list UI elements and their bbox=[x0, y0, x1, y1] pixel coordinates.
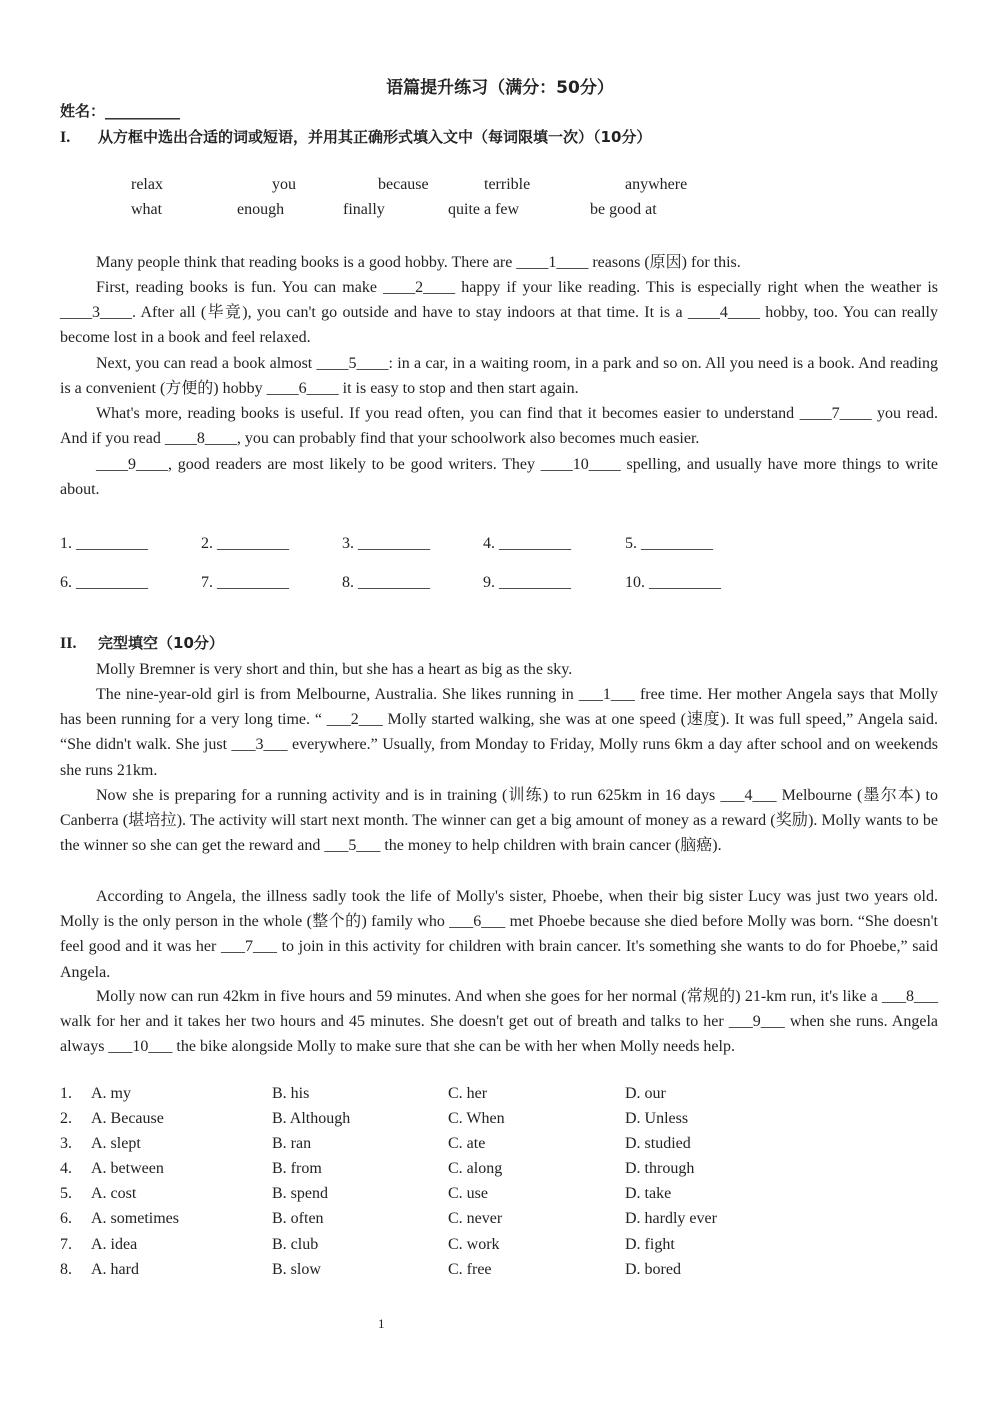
option-d[interactable]: D. through bbox=[625, 1160, 695, 1177]
option-d[interactable]: D. fight bbox=[625, 1236, 675, 1253]
option-c[interactable]: C. work bbox=[448, 1236, 500, 1253]
option-b[interactable]: B. spend bbox=[272, 1185, 328, 1202]
option-b[interactable]: B. Although bbox=[272, 1110, 351, 1127]
answer-blank[interactable]: 2. _________ bbox=[201, 535, 289, 552]
question-number: 3. bbox=[60, 1135, 72, 1152]
option-b[interactable]: B. club bbox=[272, 1236, 319, 1253]
option-a[interactable]: A. hard bbox=[91, 1261, 139, 1278]
section-2-heading bbox=[60, 632, 224, 653]
question-number: 8. bbox=[60, 1261, 72, 1278]
answer-blank[interactable]: 9. _________ bbox=[483, 574, 571, 591]
option-b[interactable]: B. slow bbox=[272, 1261, 321, 1278]
option-a[interactable]: A. my bbox=[91, 1085, 131, 1102]
answer-blank[interactable]: 7. _________ bbox=[201, 574, 289, 591]
option-a[interactable]: A. slept bbox=[91, 1135, 141, 1152]
option-a[interactable]: A. idea bbox=[91, 1236, 138, 1253]
answer-blank[interactable]: 1. _________ bbox=[60, 535, 148, 552]
answer-blank[interactable]: 6. _________ bbox=[60, 574, 148, 591]
option-a[interactable]: A. Because bbox=[91, 1110, 164, 1127]
passage-2-paragraph: Molly now can run 42km in five hours and 59 minutes. And when she goes for her normal (常规的) 21-km run, it's like a ___8___ walk for her and it takes her two hours and 45 minutes. She doesn't get out of breath and talks to her ___9___ when she runs. Angela always ___10___ the bike alongside Molly to make sure that she can be with her when Molly needs help. bbox=[60, 988, 938, 1056]
option-d[interactable]: D. take bbox=[625, 1185, 672, 1202]
passage-1-paragraph: First, reading books is fun. You can make ____2____ happy if your like reading. This is especially right when the weather is ____3____. After all (毕竟), you can't go outside and have to stay indoors at that time. It is a ____4____ hobby, too. You can really become lost in a book and feel relaxed. bbox=[60, 279, 938, 347]
answer-blank[interactable]: 5. _________ bbox=[625, 535, 713, 552]
option-a[interactable]: A. between bbox=[91, 1160, 164, 1177]
question-number: 4. bbox=[60, 1160, 72, 1177]
question-number: 5. bbox=[60, 1185, 72, 1202]
answer-blank[interactable]: 3. _________ bbox=[342, 535, 430, 552]
passage-1-paragraph: Next, you can read a book almost ____5____: in a car, in a waiting room, in a park and so on. All you need is a book. And reading is a convenient (方便的) hobby ____6____ it is easy to stop and then start again. bbox=[60, 355, 938, 398]
option-c[interactable]: C. free bbox=[448, 1261, 492, 1278]
word-box-item: enough bbox=[237, 201, 285, 218]
option-a[interactable]: A. sometimes bbox=[91, 1210, 179, 1227]
option-d[interactable]: D. bored bbox=[625, 1261, 681, 1278]
section-1-instruction: 从方框中选出合适的词或短语，并用其正确形式填入文中（每词限填一次）（10分） bbox=[98, 128, 652, 146]
question-options-row bbox=[60, 1210, 960, 1235]
question-options-row bbox=[60, 1135, 960, 1160]
option-d[interactable]: D. Unless bbox=[625, 1110, 689, 1127]
page-number: 1 bbox=[378, 1316, 385, 1331]
word-box-item: because bbox=[378, 176, 429, 193]
question-options-row bbox=[60, 1236, 960, 1261]
answer-blank[interactable]: 10. _________ bbox=[625, 574, 721, 591]
passage-2-paragraph: Now she is preparing for a running activity and is in training (训练) to run 625km in 16 days ___4___ Melbourne (墨尔本) to Canberra (堪培拉). The activity will start next month. The winner can get a big amount of money as a reward (奖励). Molly wants to be the winner so she can get the reward and ___5___ the money to help children with brain cancer (脑癌). bbox=[60, 787, 938, 855]
passage-1-paragraph: Many people think that reading books is a good hobby. There are ____1____ reasons (原因) for this. bbox=[96, 254, 741, 271]
question-number: 7. bbox=[60, 1236, 72, 1253]
answer-blank[interactable]: 8. _________ bbox=[342, 574, 430, 591]
option-d[interactable]: D. hardly ever bbox=[625, 1210, 717, 1227]
section-2-number: II. bbox=[60, 635, 77, 652]
word-box-item: finally bbox=[343, 201, 385, 218]
word-box-item: quite a few bbox=[448, 201, 520, 218]
question-options-row bbox=[60, 1261, 960, 1286]
question-number: 6. bbox=[60, 1210, 72, 1227]
question-options-row bbox=[60, 1185, 960, 1210]
option-c[interactable]: C. When bbox=[448, 1110, 505, 1127]
word-box-item: anywhere bbox=[625, 176, 688, 193]
word-box-item: you bbox=[272, 176, 296, 193]
option-b[interactable]: B. often bbox=[272, 1210, 324, 1227]
section-1-number: I. bbox=[60, 129, 71, 146]
option-d[interactable]: D. our bbox=[625, 1085, 666, 1102]
option-c[interactable]: C. ate bbox=[448, 1135, 486, 1152]
option-b[interactable]: B. his bbox=[272, 1085, 310, 1102]
word-box-item: terrible bbox=[484, 176, 531, 193]
answer-blank[interactable]: 4. _________ bbox=[483, 535, 571, 552]
passage-2-paragraph: Molly Bremner is very short and thin, but she has a heart as big as the sky. bbox=[96, 661, 573, 678]
option-d[interactable]: D. studied bbox=[625, 1135, 691, 1152]
page-title: 语篇提升练习（满分：50分） bbox=[386, 78, 614, 98]
question-number: 1. bbox=[60, 1085, 72, 1102]
section-2-instruction: 完型填空（10分） bbox=[98, 634, 224, 652]
option-c[interactable]: C. use bbox=[448, 1185, 488, 1202]
option-c[interactable]: C. along bbox=[448, 1160, 503, 1177]
option-c[interactable]: C. her bbox=[448, 1085, 488, 1102]
student-name-field[interactable]: 姓名：__________ bbox=[60, 102, 181, 120]
passage-1-paragraph: What's more, reading books is useful. If you read often, you can find that it becomes easier to understand ____7____ you read. And if you read ____8____, you can probably find that your schoolwork also becomes much easier. bbox=[60, 405, 938, 448]
section-1-heading bbox=[60, 126, 651, 147]
word-box-item: what bbox=[131, 201, 163, 218]
word-box-item: be good at bbox=[590, 201, 657, 218]
passage-1-paragraph: ____9____, good readers are most likely to be good writers. They ____10____ spelling, and usually have more things to write about. bbox=[60, 456, 938, 499]
question-options-row bbox=[60, 1160, 960, 1185]
passage-2-paragraph: The nine-year-old girl is from Melbourne, Australia. She likes running in ___1___ free time. Her mother Angela says that Molly has been running for a very long time. “ ___2___ Molly started walking, she was at one speed (速度). It was full speed,” Angela said. “She didn't walk. She just ___3___ everywhere.” Usually, from Monday to Friday, Molly runs 6km a day after school and on weekends she runs 21km. bbox=[60, 686, 938, 779]
option-b[interactable]: B. ran bbox=[272, 1135, 312, 1152]
question-options-row bbox=[60, 1110, 960, 1135]
option-c[interactable]: C. never bbox=[448, 1210, 503, 1227]
question-options-row bbox=[60, 1085, 960, 1110]
question-number: 2. bbox=[60, 1110, 72, 1127]
word-box-item: relax bbox=[131, 176, 163, 193]
option-a[interactable]: A. cost bbox=[91, 1185, 137, 1202]
option-b[interactable]: B. from bbox=[272, 1160, 322, 1177]
passage-2-paragraph: According to Angela, the illness sadly took the life of Molly's sister, Phoebe, when their big sister Lucy was just two years old. Molly is the only person in the whole (整个的) family who ___6___ met Phoebe because she died before Molly was born. “She doesn't feel good and it was her ___7___ to join in this activity for children with brain cancer. It's something she wants to do for Phoebe,” said Angela. bbox=[60, 888, 938, 981]
